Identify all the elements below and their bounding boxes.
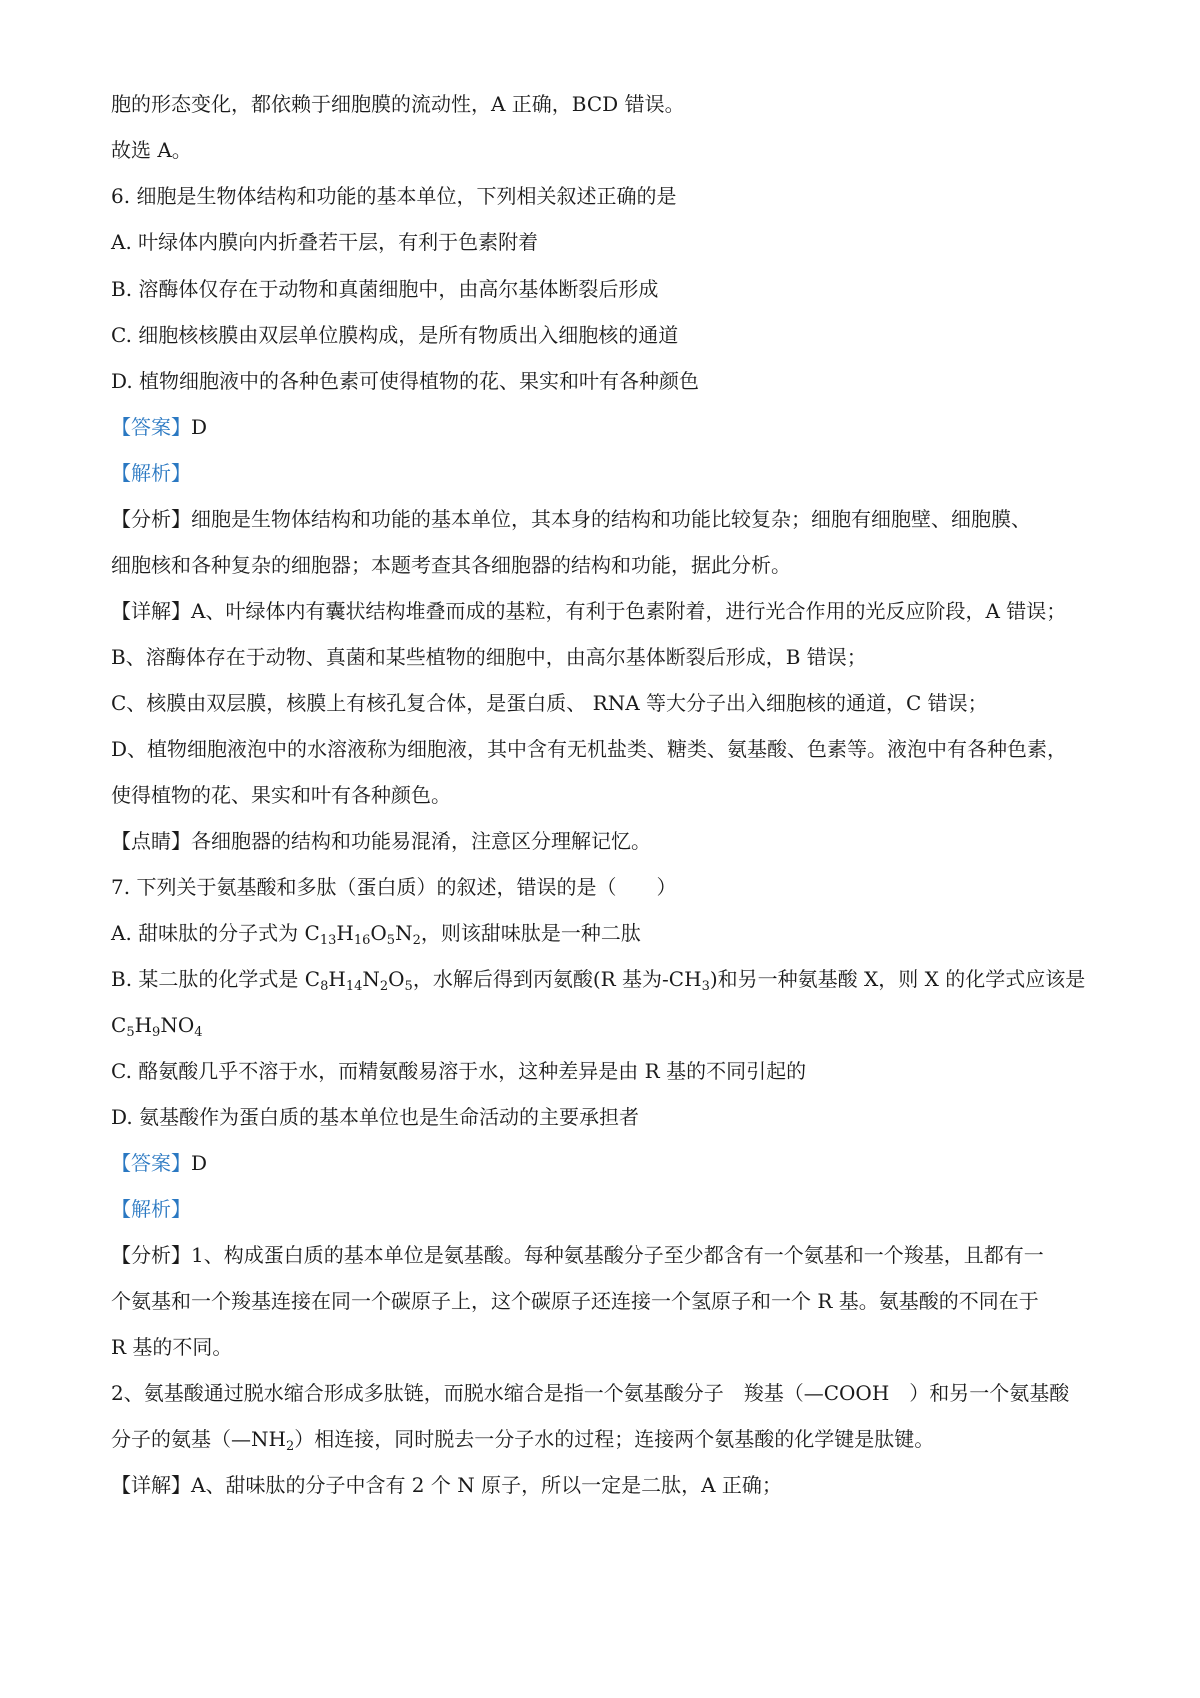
text-run: ，则该甜味肽是一种二肽 — [420, 921, 641, 945]
text-line — [111, 1425, 1101, 1453]
answer-tag: 【答案】 — [111, 415, 191, 439]
subscript: 16 — [353, 933, 371, 948]
text-line: 个氨基和一个羧基连接在同一个碳原子上，这个碳原子还连接一个氢原子和一个 R 基。氨基酸的不同在于 — [111, 1289, 1039, 1313]
text-run: )和另一种氨基酸 X，则 X 的化学式应该是 — [709, 967, 1086, 991]
text-run: ，水解后得到丙氨酸(R 基为-CH — [412, 967, 702, 991]
analysis-tag: 【解析】 — [111, 1197, 191, 1221]
subscript: 2 — [285, 1439, 295, 1454]
dianjing-text: 各细胞器的结构和功能易混淆，注意区分理解记忆。 — [191, 829, 651, 853]
answer-line — [111, 413, 1101, 441]
text-line: 细胞核和各种复杂的细胞器；本题考查其各细胞器的结构和功能，据此分析。 — [111, 553, 791, 577]
question-7-option-d: D. 氨基酸作为蛋白质的基本单位也是生命活动的主要承担者 — [111, 1105, 640, 1129]
text-line: 胞的形态变化，都依赖于细胞膜的流动性，A 正确，BCD 错误。 — [111, 92, 685, 116]
text-run: ）相连接，同时脱去一分子水的过程；连接两个氨基酸的化学键是肽键。 — [294, 1427, 935, 1451]
subscript: 4 — [194, 1025, 203, 1040]
question-7-option-b-formula — [111, 1011, 1101, 1039]
answer-value: D — [191, 415, 208, 439]
text-run: N — [362, 967, 380, 991]
answer-line — [111, 1149, 1101, 1177]
text-run: C — [111, 1013, 127, 1037]
subscript: 8 — [320, 979, 329, 994]
subscript: 14 — [345, 979, 363, 994]
fenxi-line — [111, 1241, 1101, 1269]
text-run: NO — [160, 1013, 195, 1037]
text-run: H — [134, 1013, 153, 1037]
text-line: 故选 A。 — [111, 138, 192, 162]
text-line: B、溶酶体存在于动物、真菌和某些植物的细胞中，由高尔基体断裂后形成，B 错误； — [111, 645, 867, 669]
question-6-stem: 6. 细胞是生物体结构和功能的基本单位，下列相关叙述正确的是 — [111, 184, 677, 208]
text-line: 使得植物的花、果实和叶有各种颜色。 — [111, 783, 451, 807]
xiangjie-line — [111, 1471, 1101, 1499]
text-line: R 基的不同。 — [111, 1335, 233, 1359]
text-run: 分子的氨基（—NH — [111, 1427, 286, 1451]
xiangjie-text: A、甜味肽的分子中含有 2 个 N 原子，所以一定是二肽，A 正确； — [191, 1473, 782, 1497]
subscript: 5 — [386, 933, 396, 948]
dianjing-line — [111, 827, 1101, 855]
fenxi-tag: 【分析】 — [111, 507, 191, 531]
text-run: B. 某二肽的化学式是 C — [111, 967, 321, 991]
question-7-option-c: C. 酪氨酸几乎不溶于水，而精氨酸易溶于水，这种差异是由 R 基的不同引起的 — [111, 1059, 807, 1083]
text-run: A. 甜味肽的分子式为 C — [111, 921, 320, 945]
subscript: 9 — [152, 1025, 161, 1040]
text-run: O — [388, 967, 405, 991]
xiangjie-tag: 【详解】 — [111, 1473, 191, 1497]
text-run: O — [370, 921, 387, 945]
subscript: 2 — [379, 979, 389, 994]
question-6-option-b: B. 溶酶体仅存在于动物和真菌细胞中，由高尔基体断裂后形成 — [111, 277, 659, 301]
fenxi-tag: 【分析】 — [111, 1243, 191, 1267]
analysis-line — [111, 1195, 1101, 1223]
fenxi-line — [111, 505, 1101, 533]
question-6-option-c: C. 细胞核核膜由双层单位膜构成，是所有物质出入细胞核的通道 — [111, 323, 679, 347]
answer-tag: 【答案】 — [111, 1151, 191, 1175]
dianjing-tag: 【点睛】 — [111, 829, 191, 853]
text-run: H — [336, 921, 354, 945]
subscript: 3 — [701, 979, 710, 994]
text-line: D、植物细胞液泡中的水溶液称为细胞液，其中含有无机盐类、糖类、氨基酸、色素等。液泡中有各种色素， — [111, 737, 1068, 761]
fenxi-text: 细胞是生物体结构和功能的基本单位，其本身的结构和功能比较复杂；细胞有细胞壁、细胞膜、 — [191, 507, 1031, 531]
question-6-option-d: D. 植物细胞液中的各种色素可使得植物的花、果实和叶有各种颜色 — [111, 369, 700, 393]
text-run: H — [328, 967, 346, 991]
question-7-option-b — [111, 965, 1101, 993]
question-6-option-a: A. 叶绿体内膜向内折叠若干层，有利于色素附着 — [111, 230, 539, 254]
question-7-stem: 7. 下列关于氨基酸和多肽（蛋白质）的叙述，错误的是（ ） — [111, 875, 677, 899]
answer-value: D — [191, 1151, 208, 1175]
xiangjie-tag: 【详解】 — [111, 599, 191, 623]
xiangjie-line — [111, 597, 1101, 625]
text-line: 2、氨基酸通过脱水缩合形成多肽链，而脱水缩合是指一个氨基酸分子 羧基（—COOH ）和另一个氨基酸 — [111, 1381, 1070, 1405]
text-run: N — [395, 921, 413, 945]
analysis-line — [111, 459, 1101, 487]
analysis-tag: 【解析】 — [111, 461, 191, 485]
subscript: 13 — [319, 933, 337, 948]
fenxi-text: 1、构成蛋白质的基本单位是氨基酸。每种氨基酸分子至少都含有一个氨基和一个羧基，且都有一 — [191, 1243, 1044, 1267]
subscript: 2 — [412, 933, 421, 948]
subscript: 5 — [126, 1025, 135, 1040]
subscript: 5 — [404, 979, 413, 994]
question-7-option-a — [111, 919, 1101, 947]
text-line: C、核膜由双层膜，核膜上有核孔复合体，是蛋白质、 RNA 等大分子出入细胞核的通道，C 错误； — [111, 691, 988, 715]
xiangjie-text: A、叶绿体内有囊状结构堆叠而成的基粒，有利于色素附着，进行光合作用的光反应阶段，A 错误； — [191, 599, 1067, 623]
